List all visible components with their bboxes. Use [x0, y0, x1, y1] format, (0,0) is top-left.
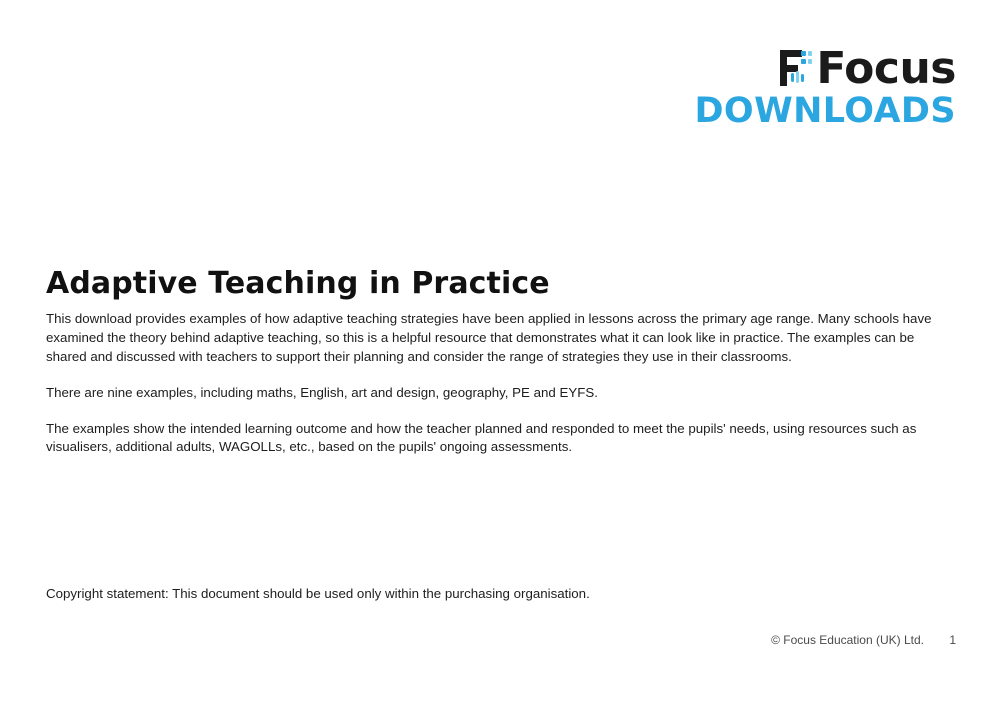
- footer-page-number: 1: [949, 633, 956, 647]
- focus-f-mark-icon: [778, 46, 814, 90]
- body-paragraph: This download provides examples of how adaptive teaching strategies have been applied in lessons across the primary age range. Many schools have examined the theory behind adaptive teaching, so this is a helpful resource that demonstrates what it can look like in practice. The examples can be shared and discussed with teachers to support their planning and consider the range of strategies they use in their classrooms.: [46, 311, 932, 364]
- document-body: [46, 310, 946, 457]
- logo-wordmark: Focus: [816, 43, 956, 95]
- body-paragraph: There are nine examples, including maths, English, art and design, geography, PE and EYFS.: [46, 384, 598, 400]
- logo-subtitle: DOWNLOADS: [694, 91, 956, 131]
- copyright-statement: Copyright statement: This document should be used only within the purchasing organisation.: [46, 586, 590, 601]
- logo-primary-row: [694, 43, 956, 95]
- body-paragraph: The examples show the intended learning outcome and how the teacher planned and responded to meet the pupils' needs, using resources such as visualisers, additional adults, WAGOLLs, etc., based on the pupils' ongoing assessments.: [46, 420, 917, 455]
- footer-copyright: © Focus Education (UK) Ltd.: [771, 633, 924, 647]
- focus-downloads-logo: [694, 43, 956, 131]
- page-footer: [771, 633, 956, 647]
- page-title: Adaptive Teaching in Practice: [46, 266, 550, 302]
